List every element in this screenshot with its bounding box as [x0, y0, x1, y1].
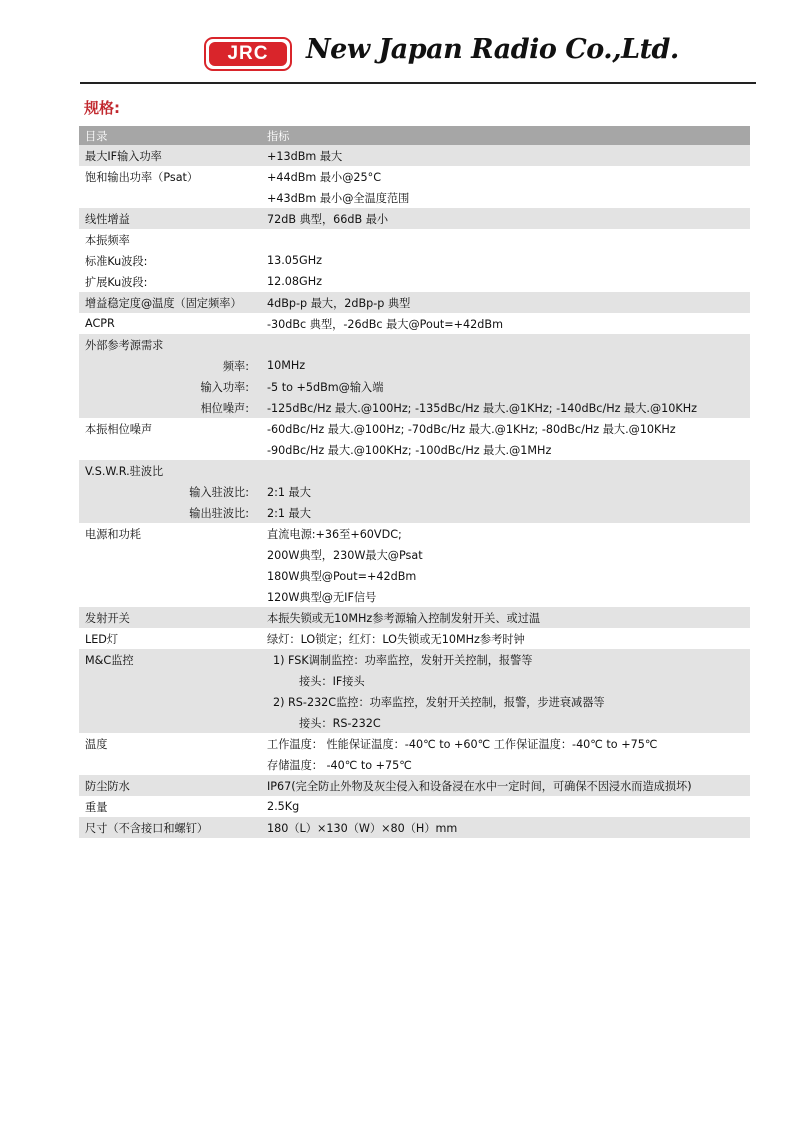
spec-label: 饱和输出功率（Psat） — [79, 166, 261, 187]
spec-value: 180（L）×130（W）×80（H）mm — [261, 817, 750, 838]
spec-label: 输入驻波比: — [79, 481, 261, 502]
spec-label: 本振频率 — [79, 229, 261, 250]
table-row — [79, 733, 750, 754]
spec-value: 接头：IF接头 — [261, 670, 750, 691]
spec-value: 120W典型@无IF信号 — [261, 586, 750, 607]
table-row — [79, 250, 750, 271]
spec-value: -125dBc/Hz 最大.@100Hz; -135dBc/Hz 最大.@1KHz; -140dBc/Hz 最大.@10KHz — [261, 397, 750, 418]
spec-label: LED灯 — [79, 628, 261, 649]
spec-value: 2:1 最大 — [261, 481, 750, 502]
spec-label — [79, 187, 261, 208]
table-row — [79, 313, 750, 334]
column-header-spec: 指标 — [261, 126, 750, 145]
table-row — [79, 271, 750, 292]
spec-label — [79, 586, 261, 607]
table-row — [79, 712, 750, 733]
table-row — [79, 775, 750, 796]
table-row — [79, 691, 750, 712]
spec-value: 200W典型，230W最大@Psat — [261, 544, 750, 565]
spec-label — [79, 670, 261, 691]
table-row — [79, 292, 750, 313]
table-row — [79, 565, 750, 586]
table-row — [79, 670, 750, 691]
company-name: New Japan Radio Co.,Ltd. — [306, 34, 679, 65]
column-header-category: 目录 — [79, 126, 261, 145]
spec-label: 线性增益 — [79, 208, 261, 229]
spec-label: 输出驻波比: — [79, 502, 261, 523]
spec-label: 扩展Ku波段: — [79, 271, 261, 292]
spec-label — [79, 691, 261, 712]
spec-value: 13.05GHz — [261, 250, 750, 271]
spec-label: M&C监控 — [79, 649, 261, 670]
spec-label: V.S.W.R.驻波比 — [79, 460, 261, 481]
spec-label: 发射开关 — [79, 607, 261, 628]
table-row — [79, 187, 750, 208]
spec-label: 标准Ku波段: — [79, 250, 261, 271]
table-row — [79, 418, 750, 439]
table-row — [79, 754, 750, 775]
spec-value: 4dBp-p 最大，2dBp-p 典型 — [261, 292, 750, 313]
table-row — [79, 397, 750, 418]
spec-value: IP67(完全防止外物及灰尘侵入和设备浸在水中一定时间，可确保不因浸水而造成损坏) — [261, 775, 750, 796]
spec-value: 工作温度： 性能保证温度：-40℃ to +60℃ 工作保证温度：-40℃ to +75℃ — [261, 733, 750, 754]
spec-label: 输入功率: — [79, 376, 261, 397]
spec-value: -5 to +5dBm@输入端 — [261, 376, 750, 397]
table-row — [79, 586, 750, 607]
spec-label: 外部参考源需求 — [79, 334, 261, 355]
spec-label — [79, 754, 261, 775]
spec-label: 重量 — [79, 796, 261, 817]
spec-value: 2.5Kg — [261, 796, 750, 817]
table-row — [79, 166, 750, 187]
spec-label: 相位噪声: — [79, 397, 261, 418]
spec-value: 存储温度： -40℃ to +75℃ — [261, 754, 750, 775]
table-row — [79, 334, 750, 355]
spec-label: 尺寸（不含接口和螺钉） — [79, 817, 261, 838]
spec-table — [79, 126, 750, 838]
spec-label: 最大IF输入功率 — [79, 145, 261, 166]
spec-value: 12.08GHz — [261, 271, 750, 292]
spec-value: +44dBm 最小@25°C — [261, 166, 750, 187]
table-row — [79, 544, 750, 565]
spec-value: 本振失锁或无10MHz参考源输入控制发射开关、或过温 — [261, 607, 750, 628]
spec-value: 180W典型@Pout=+42dBm — [261, 565, 750, 586]
spec-value: +43dBm 最小@全温度范围 — [261, 187, 750, 208]
table-row — [79, 796, 750, 817]
header-divider — [80, 82, 756, 84]
spec-label — [79, 544, 261, 565]
spec-label: 温度 — [79, 733, 261, 754]
spec-label: 本振相位噪声 — [79, 418, 261, 439]
spec-value: +13dBm 最大 — [261, 145, 750, 166]
section-title: 规格: — [84, 99, 120, 117]
spec-value: 10MHz — [261, 355, 750, 376]
spec-value: 直流电源:+36至+60VDC; — [261, 523, 750, 544]
table-row — [79, 817, 750, 838]
table-row — [79, 376, 750, 397]
table-row — [79, 439, 750, 460]
spec-label: 防尘防水 — [79, 775, 261, 796]
spec-label: 电源和功耗 — [79, 523, 261, 544]
spec-value — [261, 334, 750, 355]
jrc-logo — [204, 37, 292, 71]
spec-value — [261, 460, 750, 481]
table-row — [79, 145, 750, 166]
table-row — [79, 649, 750, 670]
spec-value — [261, 229, 750, 250]
table-row — [79, 523, 750, 544]
spec-label — [79, 565, 261, 586]
spec-value: 2:1 最大 — [261, 502, 750, 523]
spec-value: -90dBc/Hz 最大.@100KHz; -100dBc/Hz 最大.@1MHz — [261, 439, 750, 460]
spec-label: 频率: — [79, 355, 261, 376]
jrc-logo-text: JRC — [209, 42, 287, 66]
spec-value: -60dBc/Hz 最大.@100Hz; -70dBc/Hz 最大.@1KHz; -80dBc/Hz 最大.@10KHz — [261, 418, 750, 439]
table-row — [79, 628, 750, 649]
spec-value: 2) RS-232C监控：功率监控，发射开关控制，报警，步进衰减器等 — [261, 691, 750, 712]
spec-value: 72dB 典型，66dB 最小 — [261, 208, 750, 229]
spec-value: -30dBc 典型，-26dBc 最大@Pout=+42dBm — [261, 313, 750, 334]
table-header-row — [79, 126, 750, 145]
table-row — [79, 481, 750, 502]
table-row — [79, 208, 750, 229]
table-row — [79, 229, 750, 250]
spec-value: 1) FSK调制监控：功率监控，发射开关控制，报警等 — [261, 649, 750, 670]
page-header — [80, 28, 756, 84]
table-row — [79, 460, 750, 481]
spec-label — [79, 712, 261, 733]
spec-label — [79, 439, 261, 460]
spec-label: 增益稳定度@温度（固定频率） — [79, 292, 261, 313]
table-row — [79, 355, 750, 376]
table-row — [79, 502, 750, 523]
spec-value: 接头：RS-232C — [261, 712, 750, 733]
spec-label: ACPR — [79, 313, 261, 334]
spec-value: 绿灯：LO锁定；红灯：LO失锁或无10MHz参考时钟 — [261, 628, 750, 649]
table-row — [79, 607, 750, 628]
